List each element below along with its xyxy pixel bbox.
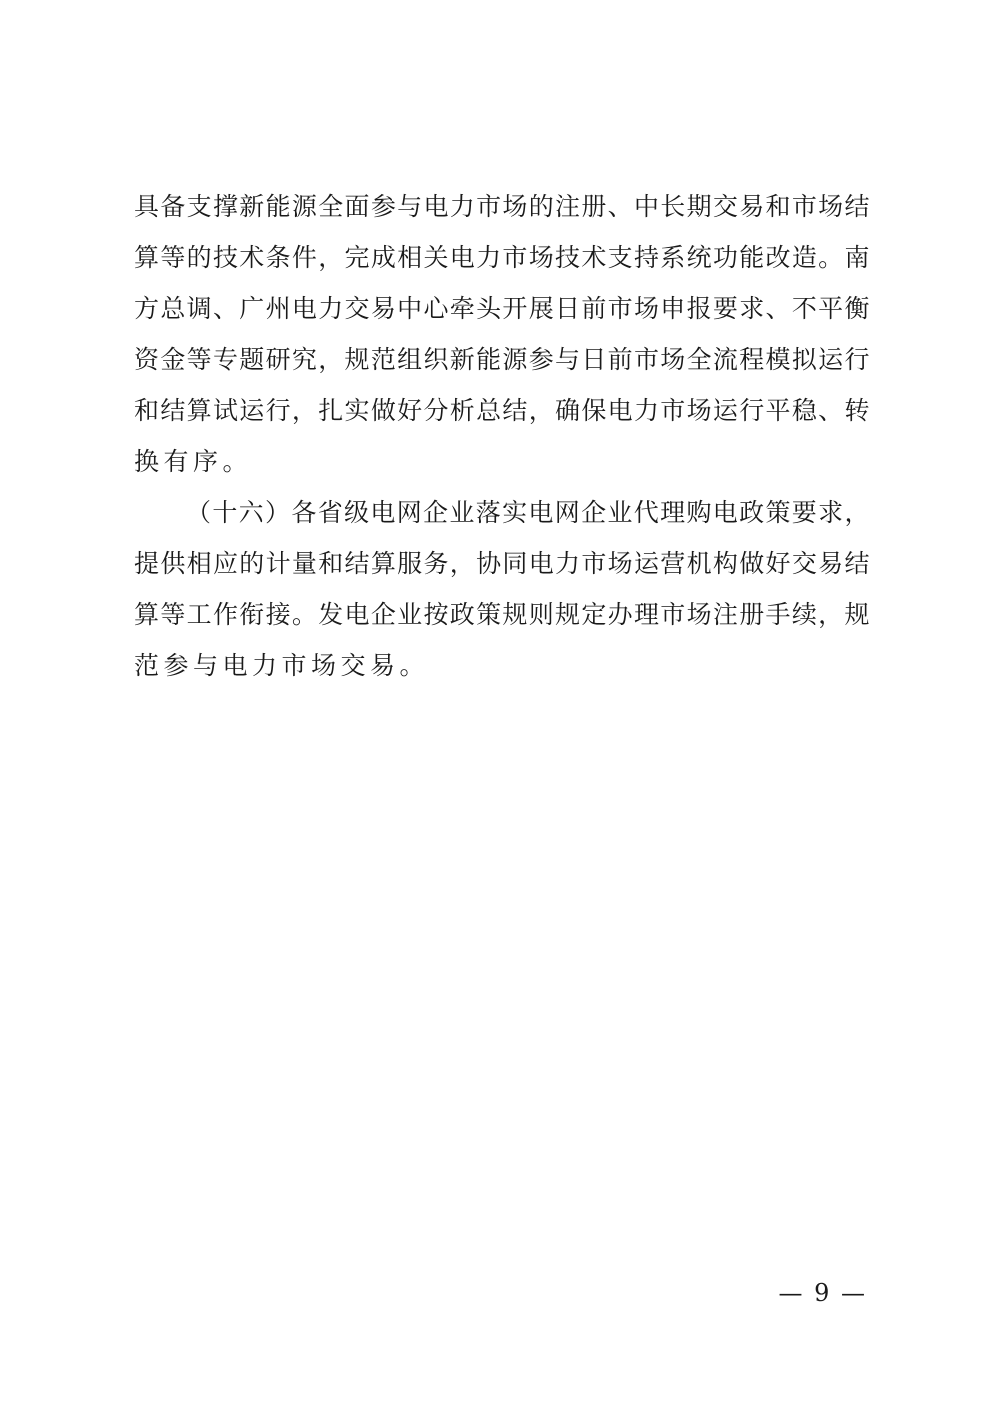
page-number: — 9 — bbox=[778, 1279, 867, 1307]
text-line: 具备支撑新能源全面参与电力市场的注册、中长期交易和市场结 bbox=[134, 192, 870, 221]
paragraph-2 bbox=[134, 487, 870, 691]
text-line: 范参与电力市场交易。 bbox=[134, 651, 430, 680]
text-line: 资金等专题研究，规范组织新能源参与日前市场全流程模拟运行 bbox=[134, 345, 870, 374]
text-line: 方总调、广州电力交易中心牵头开展日前市场申报要求、不平衡 bbox=[134, 294, 870, 323]
text-line: 算等的技术条件，完成相关电力市场技术支持系统功能改造。南 bbox=[134, 243, 870, 272]
document-body bbox=[134, 181, 870, 691]
text-line: （十六）各省级电网企业落实电网企业代理购电政策要求， bbox=[186, 498, 870, 527]
text-line: 换有序。 bbox=[134, 447, 253, 476]
paragraph-1 bbox=[134, 181, 870, 487]
text-line: 提供相应的计量和结算服务，协同电力市场运营机构做好交易结 bbox=[134, 549, 870, 578]
text-line: 算等工作衔接。发电企业按政策规则规定办理市场注册手续，规 bbox=[134, 600, 870, 629]
text-line: 和结算试运行，扎实做好分析总结，确保电力市场运行平稳、转 bbox=[134, 396, 870, 425]
